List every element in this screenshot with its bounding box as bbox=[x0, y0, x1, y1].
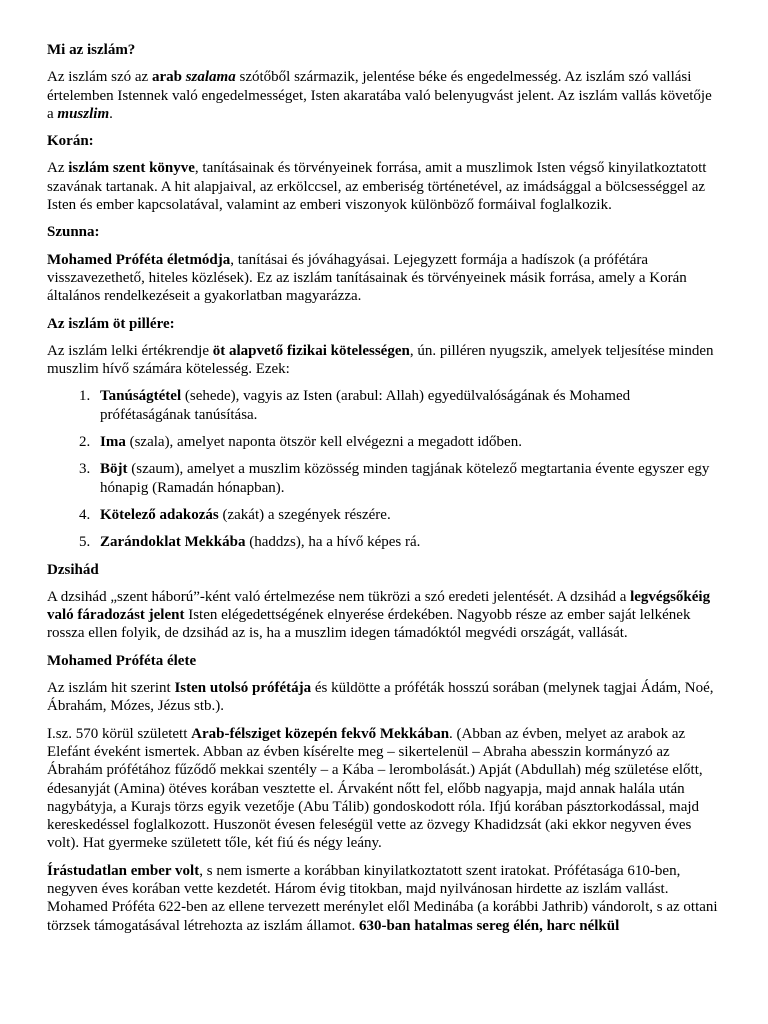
text: . (Abban az évben, melyet az arabok az Elefánt éveként ismertek. Abban az évben kísérelte meg – sikertelenül – Abraha abesszin kormányzó az Ábrahám prófétához fűződő mekkai szentély – a Kába – lerombolását.) Apját (Abdullah) még születése előtt, édesanyját (Amina) ötéves korában vesztette el. Árvaként nőtt fel, előbb nagyapja, majd annak halála után nagybátyja, a Kurajs törzs egyik vezetője (Abu Tálib) gondoskodott róla. Ifjú korában pásztorkodással, majd kereskedéssel foglalkozott. Huszonöt évesen feleségül vette az özvegy Khadidzsát (aki ekkor negyven éves volt). Hat gyermeke született tőle, két fiú és négy leány. bbox=[47, 725, 703, 852]
bold-text: arab bbox=[151, 69, 182, 86]
bold-text: 630-ban hatalmas sereg élén, harc nélkül bbox=[358, 917, 620, 934]
text: , tanításai és jóváhagyásai. Lejegyzett formája a hadíszok (a prófétára visszavezethető, hiteles közlések). Ez az iszlám tanításainak és törvényeinek másik forrása, amely a Korán általános rendelkezéseit a gyakorlatban magyarázza. bbox=[47, 251, 687, 305]
paragraph-last-prophet bbox=[47, 679, 720, 716]
bold-italic-text: muszlim bbox=[57, 105, 110, 122]
bold-text: legvégsőkéig való fáradozást jelent bbox=[47, 588, 711, 624]
text: Az iszlám szó az bbox=[47, 69, 152, 86]
heading-prophet-life: Mohamed Próféta élete bbox=[47, 652, 197, 669]
paragraph-koran bbox=[47, 159, 720, 214]
bold-text: Írástudatlan ember volt bbox=[47, 862, 200, 879]
text: (haddzs), ha a hívő képes rá. bbox=[245, 534, 421, 551]
heading-koran: Korán: bbox=[47, 133, 94, 150]
bold-text: Mohamed Próféta életmódja bbox=[47, 251, 231, 268]
list-item bbox=[94, 387, 720, 424]
list-item bbox=[94, 533, 720, 551]
text: . bbox=[109, 105, 113, 122]
bold-italic-text: szalama bbox=[185, 69, 236, 86]
heading-five-pillars: Az iszlám öt pillére: bbox=[47, 315, 175, 332]
heading-szunna: Szunna: bbox=[47, 224, 100, 241]
text: , s nem ismerte a korábban kinyilatkoztatott szent iratokat. Prófétasága 610-ben, negyven éves korában vette kezdetét. Három évig titokban, majd nyilvánosan hirdette az iszlám vallást. Mohamed Próféta 622-ben az ellene tervezett merénylet elől Medinába (a korábbi Jathrib) vándorolt, s az ottani törzsek támogatásával létrehozta az iszlám államot. bbox=[47, 862, 718, 934]
text: és küldötte a próféták hosszú sorában (melynek tagjai Ádám, Noé, Ábrahám, Mózes, Jézus stb.). bbox=[47, 680, 714, 715]
bold-text: Böjt bbox=[100, 461, 128, 478]
text: , tanításainak és törvényeinek forrása, amit a muszlimok Isten végső kinyilatkoztatott szavának tartanak. A hit alapjaival, az erkölccsel, az emberiség történetével, az imádsággal a bölcsességgel az Isten és ember kapcsolatával, valamint az emberi viszonyok különböző formáival foglalkozik. bbox=[47, 160, 707, 214]
text: Isten elégedettségének elnyerése érdekében. Nagyobb része az ember saját lelkének rossza ellen folyik, de dzsihád az is, ha a muszlim idegen támadóktól megvédi országát, vallását. bbox=[47, 607, 691, 642]
text: (zakát) a szegények részére. bbox=[218, 506, 391, 523]
text: A dzsihád „szent háború”-ként való értelmezése nem tükrözi a szó eredeti jelentését. A dzsihád a bbox=[47, 588, 631, 605]
list-item bbox=[94, 433, 720, 451]
list-item bbox=[94, 506, 720, 524]
paragraph-birth bbox=[47, 725, 720, 853]
bold-text: Arab-félsziget közepén fekvő Mekkában bbox=[191, 725, 450, 742]
paragraph-illiterate bbox=[47, 862, 720, 935]
text: Az iszlám lelki értékrendje bbox=[47, 342, 213, 359]
paragraph-islam-definition bbox=[47, 68, 720, 123]
bold-text: Zarándoklat Mekkába bbox=[100, 534, 246, 551]
bold-text: Ima bbox=[100, 434, 126, 451]
paragraph-five-pillars bbox=[47, 342, 720, 379]
text: Az bbox=[47, 160, 69, 177]
text: (sehede), vagyis az Isten (arabul: Allah) egyedülvalóságának és Mohamed prófétaságának tanúsítása. bbox=[100, 388, 631, 423]
text: szótőből származik, jelentése béke és engedelmesség. Az iszlám szó vallási értelemben Istennek való engedelmességet, Isten akaratába való belenyugvást jelent. Az iszlám vallás követője a bbox=[47, 69, 712, 122]
bold-text: Isten utolsó prófétája bbox=[174, 680, 312, 697]
paragraph-szunna bbox=[47, 251, 720, 306]
bold-text: öt alapvető fizikai kötelességen bbox=[212, 342, 410, 359]
bold-text: iszlám szent könyve bbox=[68, 160, 195, 177]
bold-text: Tanúságtétel bbox=[100, 388, 182, 405]
text: I.sz. 570 körül született bbox=[47, 725, 192, 742]
heading-dzsihad: Dzsihád bbox=[47, 561, 99, 578]
bold-text: Kötelező adakozás bbox=[100, 506, 219, 523]
paragraph-dzsihad bbox=[47, 588, 720, 643]
text: , ún. pilléren nyugszik, amelyek teljesítése minden muszlim hívő számára kötelesség. Ezek: bbox=[47, 342, 714, 378]
pillars-list bbox=[47, 387, 720, 551]
text: Az iszlám hit szerint bbox=[47, 680, 175, 697]
list-item bbox=[94, 460, 720, 497]
text: (szala), amelyet naponta ötször kell elvégezni a megadott időben. bbox=[125, 434, 522, 451]
text: (szaum), amelyet a muszlim közösség minden tagjának kötelező megtartania évente egyszer egy hónapig (Ramadán hónapban). bbox=[100, 461, 710, 496]
heading-what-is-islam: Mi az iszlám? bbox=[47, 42, 136, 58]
